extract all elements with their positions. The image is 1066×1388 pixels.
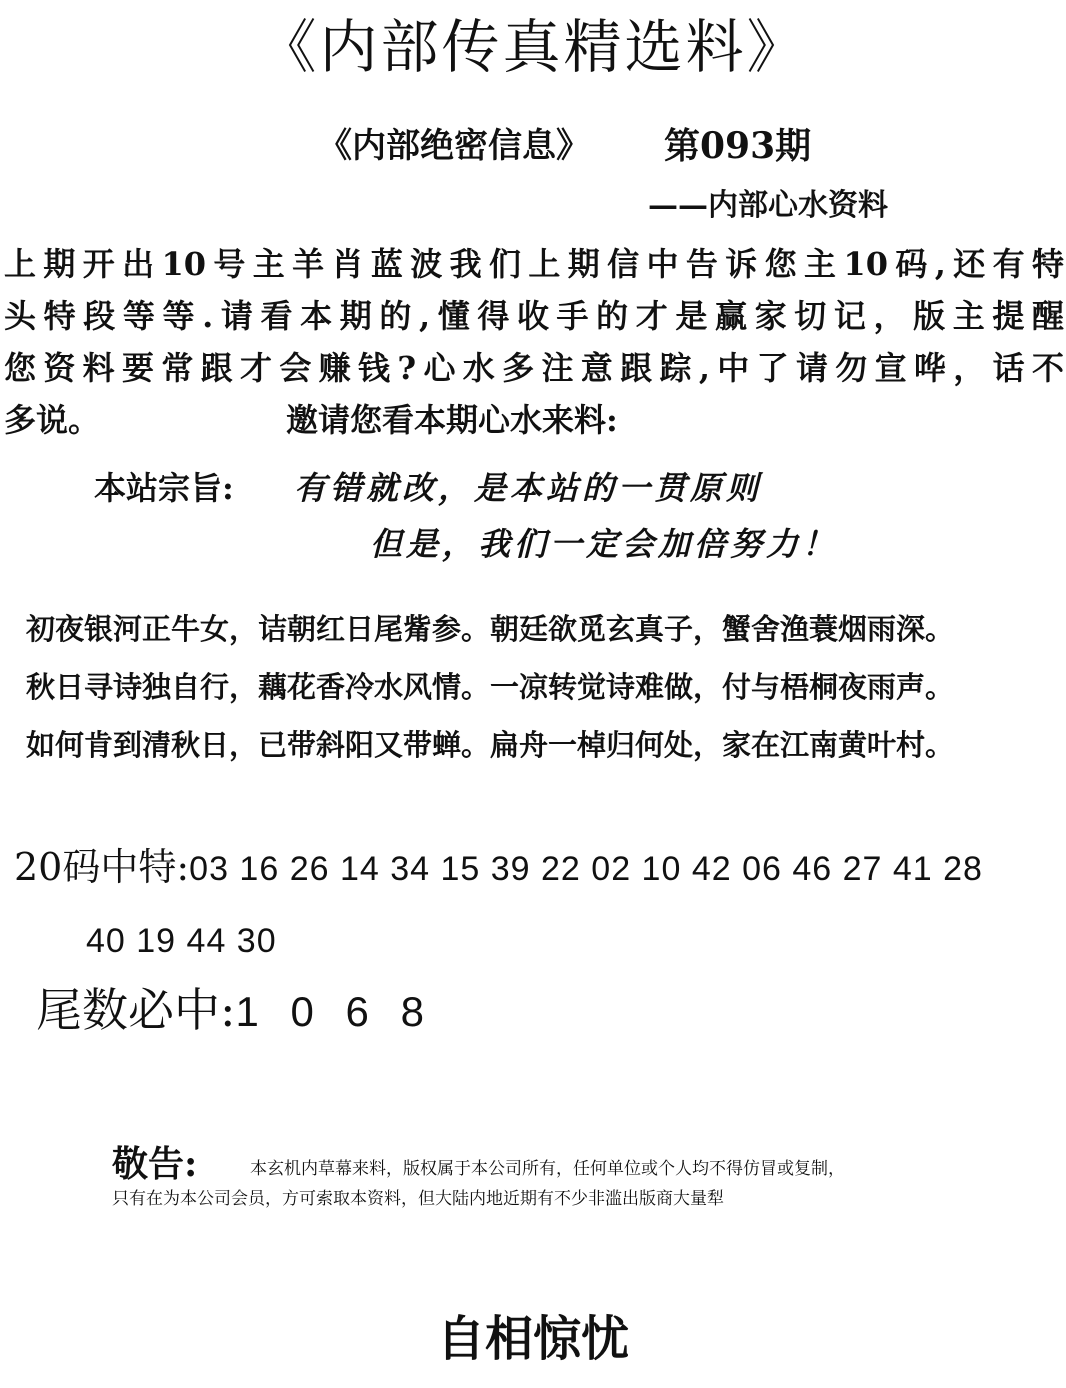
notice-label: 敬告: xyxy=(112,1143,198,1185)
issue-number: 第093期 xyxy=(664,125,812,167)
motto-line-2: 但是，我们一定会加倍努力！ xyxy=(370,525,839,563)
intro-line-4-text: 多说。 xyxy=(4,401,101,439)
notice-line-2: 只有在为本公司会员，方可索取本资料，但大陆内地近期有不少非滥出版商大量犁 xyxy=(112,1189,724,1209)
intro-line-3: 您资料要常跟才会赚钱?心水多注意跟踪,中了请勿宣哗，话不 xyxy=(4,349,1064,387)
intro-line-2: 头特段等等.请看本期的,懂得收手的才是赢家切记，版主提醒 xyxy=(4,297,1064,335)
page-title: 《内部传真精选料》 xyxy=(258,13,808,81)
tail-picks-numbers: 1 0 6 8 xyxy=(235,988,426,1035)
motto-line-1: 有错就改，是本站的一贯原则 xyxy=(294,469,763,507)
source-label: ——内部心水资料 xyxy=(648,188,888,223)
twenty-picks-numbers-1: 03 16 26 14 34 15 39 22 02 10 42 06 46 27 41 28 xyxy=(189,850,983,888)
invite-text: 邀请您看本期心水来料: xyxy=(286,401,618,439)
intro-paragraph xyxy=(4,238,1064,446)
poem-line-1: 初夜银河正牛女，诘朝红日尾觜参。朝廷欲觅玄真子，蟹舍渔蓑烟雨深。 xyxy=(26,612,955,646)
tail-picks xyxy=(36,980,426,1042)
intro-line-1: 上期开出10号主羊肖蓝波我们上期信中告诉您主10码,还有特 xyxy=(4,245,1064,283)
footer-text: 自相惊忧 xyxy=(436,1311,629,1367)
motto-label: 本站宗旨: xyxy=(94,469,234,507)
intro-line-4 xyxy=(4,394,1064,446)
twenty-picks-numbers-2: 40 19 44 30 xyxy=(86,922,277,960)
tail-picks-label: 尾数必中: xyxy=(36,983,236,1037)
twenty-picks-label: 20码中特: xyxy=(14,845,190,889)
poem xyxy=(26,600,954,774)
subtitle: 《内部绝密信息》 xyxy=(318,126,590,166)
notice-line-1: 本玄机内草幕来料，版权属于本公司所有，任何单位或个人均不得仿冒或复制， xyxy=(250,1159,845,1179)
poem-line-2: 秋日寻诗独自行，藕花香冷水风情。一凉转觉诗难做，付与梧桐夜雨声。 xyxy=(26,670,955,704)
poem-line-3: 如何肯到清秋日，已带斜阳又带蝉。扁舟一棹归何处，家在江南黄叶村。 xyxy=(26,728,955,762)
twenty-picks xyxy=(14,842,983,894)
